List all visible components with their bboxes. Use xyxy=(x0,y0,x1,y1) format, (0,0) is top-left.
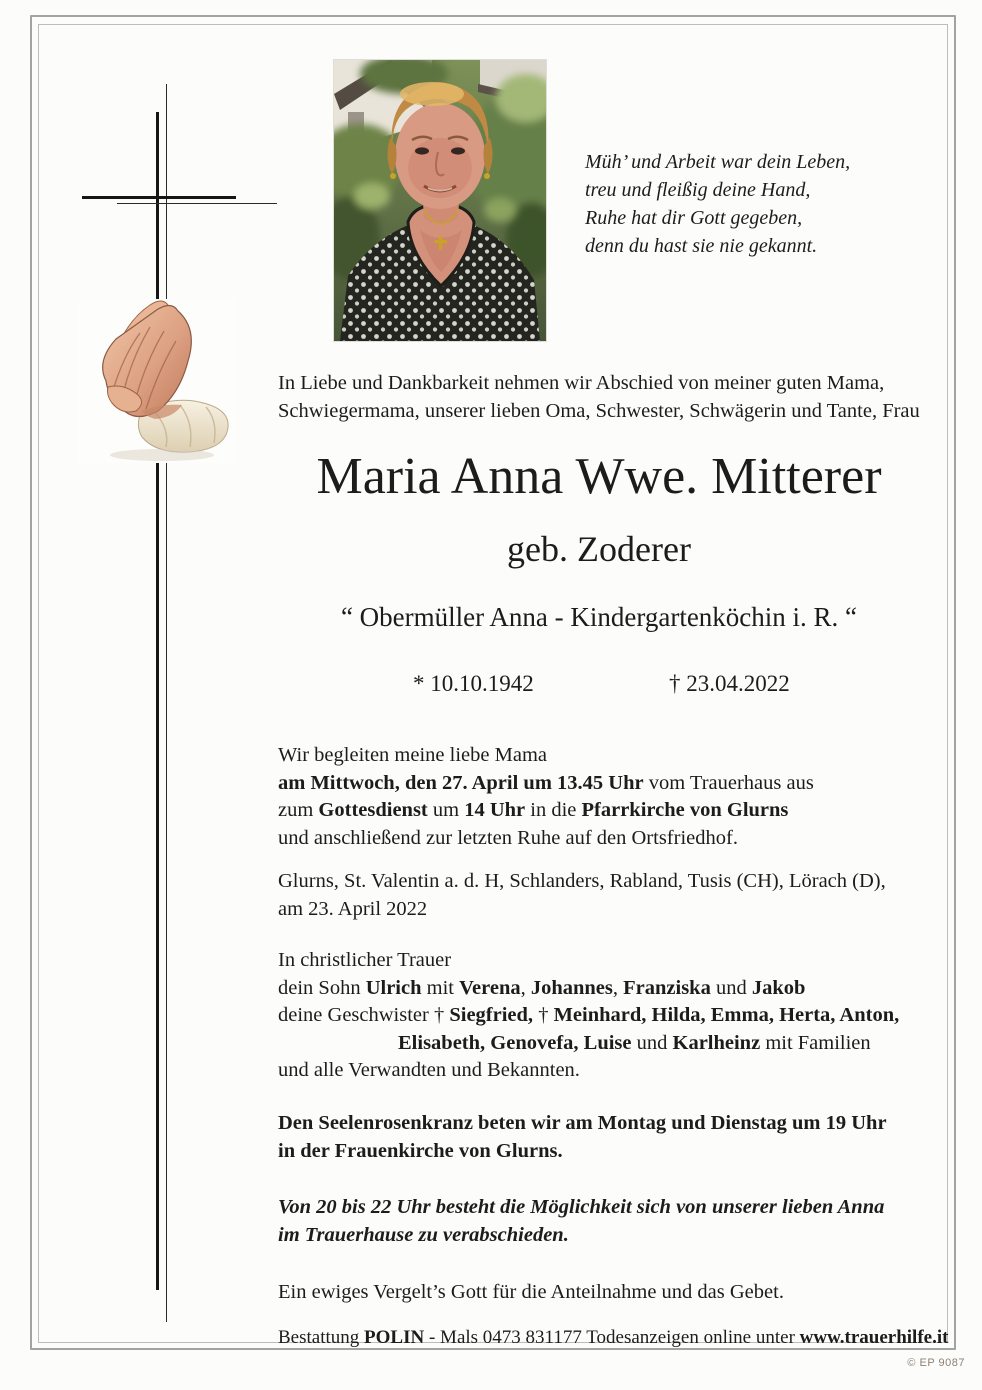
intro-text: In Liebe und Dankbarkeit nehmen wir Abschied von meiner guten Mama, Schwiegermama, unserer lieben Oma, Schwester, Schwägerin und Tante, Frau xyxy=(278,372,920,422)
maiden-name: geb. Zoderer xyxy=(507,529,691,569)
cross-horizontal-thin-line xyxy=(117,203,277,204)
print-copyright-note: © EP 9087 xyxy=(907,1357,965,1369)
places-and-date: Glurns, St. Valentin a. d. H, Schlanders, Rabland, Tusis (CH), Lörach (D), am 23. April 2022 xyxy=(278,870,886,920)
rosary-notice: Den Seelenrosenkranz beten wir am Montag und Dienstag um 19 Uhr in der Frauenkirche von Glurns. xyxy=(278,1112,887,1162)
cross-horizontal-thick-line xyxy=(82,196,236,199)
portrait-photo-image xyxy=(334,60,546,341)
thanks-line: Ein ewiges Vergelt’s Gott für die Anteilnahme und das Gebet. xyxy=(278,1281,784,1303)
undertaker-footer: Bestattung POLIN - Mals 0473 831177 Todesanzeigen online unter www.trauerhilfe.it xyxy=(278,1327,949,1348)
deceased-name: Maria Anna Wwe. Mitterer xyxy=(316,448,882,505)
cross-vertical-thick-line xyxy=(156,112,159,1290)
birth-date: * 10.10.1942 xyxy=(413,671,534,696)
viewing-notice: Von 20 bis 22 Uhr besteht die Möglichkeit sich von unserer lieben Anna im Trauerhause zu verabschieden. xyxy=(278,1196,885,1246)
funeral-details: Wir begleiten meine liebe Mama am Mittwoch, den 27. April um 13.45 Uhr vom Trauerhaus aus zum Gottesdienst um 14 Uhr in die Pfarrkirche von Glurns und anschließend zur letzten Ruhe auf den Ortsfriedhof. xyxy=(278,744,814,849)
cross-vertical-thin-line xyxy=(166,84,167,1322)
death-date: † 23.04.2022 xyxy=(669,671,790,696)
byname-line: “ Obermüller Anna - Kindergartenköchin i. R. “ xyxy=(340,602,858,632)
praying-hands-illustration xyxy=(78,299,236,463)
memorial-poem: Müh’ und Arbeit war dein Leben, treu und fleißig deine Hand, Ruhe hat dir Gott gegeben, denn du hast sie nie gekannt. xyxy=(585,151,851,257)
portrait-photo xyxy=(334,60,546,341)
mourners-list: In christlicher Trauer dein Sohn Ulrich mit Verena, Johannes, Franziska und Jakob deine Geschwister † Siegfried, † Meinhard, Hilda, Emma, Herta, Anton, Elisabeth, Genovefa, Luise und Karlheinz mit Familien und alle Verwandten und Bekannten. xyxy=(278,949,900,1081)
praying-hands-icon xyxy=(78,299,236,463)
